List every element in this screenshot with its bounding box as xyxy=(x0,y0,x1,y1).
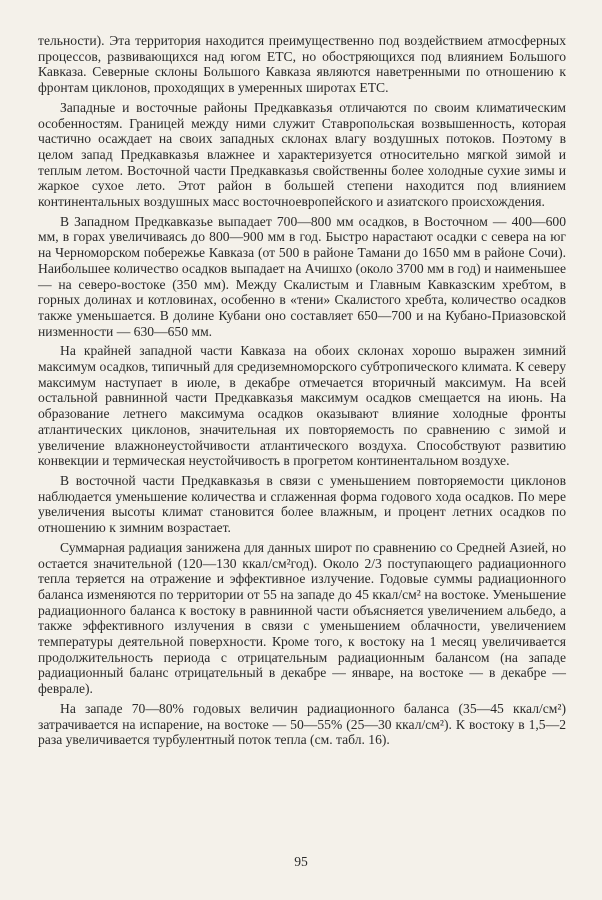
paragraph-3: В Западном Предкавказье выпадает 700—800 мм осадков, в Восточном — 400—600 мм, в горах увеличиваясь до 800—900 мм в год. Быстро нарастают осадки с севера на юг на Черноморском побережье Кавказа (от 500 в районе Тамани до 1650 мм в районе Сочи). Наибольшее количество осадков выпадает на Ачишхо (около 3700 мм в год) и наименьшее — на северо-востоке (350 мм). Между Скалистым и Главным Кавказским хребтом, в горных долинах и котловинах, особенно в «тени» Скалистого хребта, количество осадков также уменьшается. В долине Кубани оно составляет 650—700 и на Кубано-Приазовской низменности — 630—650 мм. xyxy=(38,213,566,339)
paragraph-1: тельности). Эта территория находится преимущественно под воздействием атмосферных процессов, развивающихся над югом ЕТС, но обостряющихся под влиянием Большого Кавказа. Северные склоны Большого Кавказа являются наветренными по отношению к фронтам циклонов, проходящих в умеренных широтах ЕТС. xyxy=(38,33,566,96)
paragraph-6: Суммарная радиация занижена для данных широт по сравнению со Средней Азией, но остается значительной (120—130 ккал/см²год). Около 2/3 поступающего радиационного тепла теряется на отражение и эффективное излучение. Годовые суммы радиационного баланса изменяются по территории от 55 на западе до 45 ккал/см² на востоке. Уменьшение радиационного баланса к востоку в равнинной части объясняется увеличением альбедо, а также эффективного излучения в связи с уменьшением облачности, увеличением температуры деятельной поверхности. Кроме того, к востоку на 1 месяц увеличивается продолжительность периода с отрицательным радиационным балансом (на западе радиационный баланс отрицательный в декабре — январе, на востоке — в декабре — феврале). xyxy=(38,539,566,697)
paragraph-7: На западе 70—80% годовых величин радиационного баланса (35—45 ккал/см²) затрачивается на испарение, на востоке — 50—55% (25—30 ккал/см²). К востоку в 1,5—2 раза увеличивается турбулентный поток тепла (см. табл. 16). xyxy=(38,700,566,748)
paragraph-4: На крайней западной части Кавказа на обоих склонах хорошо выражен зимний максимум осадков, типичный для средиземноморского субтропического климата. К северу максимум наступает в июле, в декабре отмечается вторичный максимум. На всей остальной равнинной части Предкавказья максимум осадков смещается на июнь. На образование летнего максимума осадков оказывают влияние холодные фронты атлантических циклонов, значительная их повторяемость по сравнению с зимой и увеличение влажнонеустойчивости атлантического воздуха. Способствуют развитию конвекции и термическая неустойчивость в прогретом континентальном воздухе. xyxy=(38,343,566,469)
page-number: 95 xyxy=(294,854,308,869)
paragraph-5: В восточной части Предкавказья в связи с уменьшением повторяемости циклонов наблюдается уменьшение количества и сглаженная форма годового хода осадков. По мере увеличения высоты климат становится более влажным, и процент летних осадков по отношению к зимним возрастает. xyxy=(38,472,566,536)
page-body xyxy=(38,33,566,752)
paragraph-2: Западные и восточные районы Предкавказья отличаются по своим климатическим особенностям. Границей между ними служит Ставропольская возвышенность, которая частично осаждает на своих западных склонах влагу воздушных потоков. Поэтому в целом запад Предкавказья влажнее и характеризуется относительно мягкой зимой и теплым летом. Восточной части Предкавказья свойственны более холодные сухие зимы и жаркое сухое лето. Этот район в большей степени находится под влиянием континентальных воздушных масс восточноевропейского и азиатского происхождения. xyxy=(38,99,566,210)
